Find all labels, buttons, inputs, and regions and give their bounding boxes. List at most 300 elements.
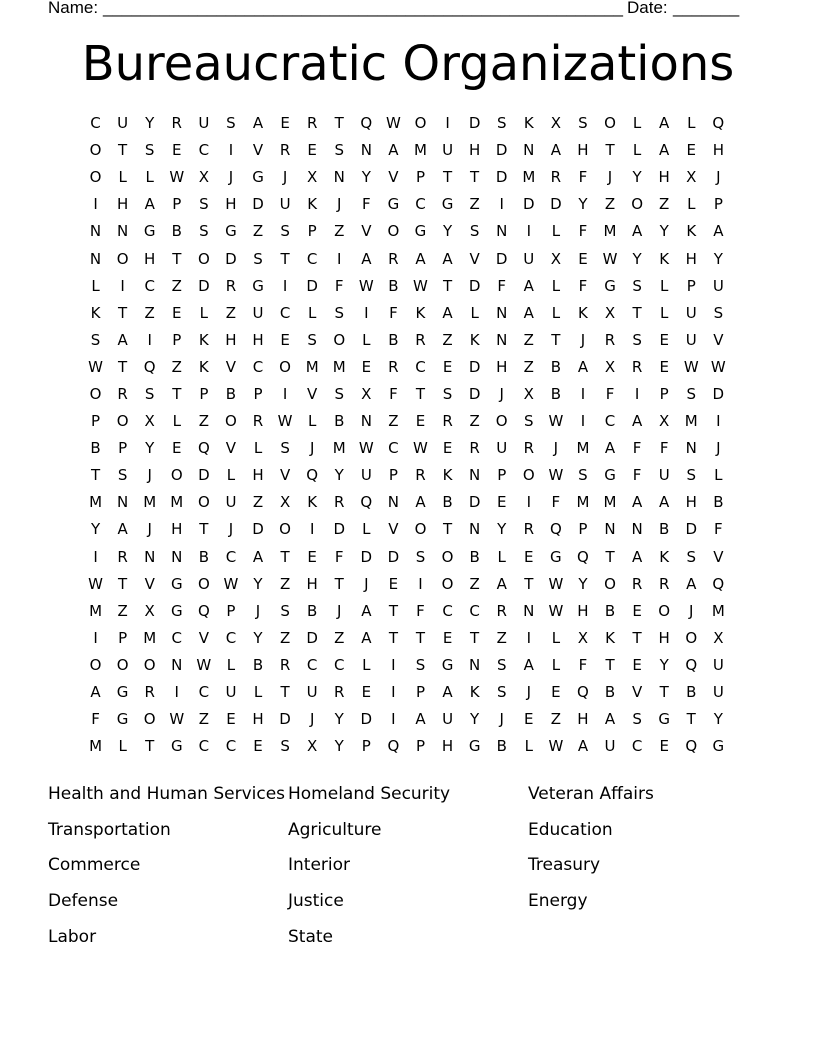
grid-letter: Z — [225, 303, 237, 322]
grid-letter: F — [334, 276, 344, 295]
grid-letter: L — [551, 628, 561, 647]
grid-letter: E — [659, 737, 669, 756]
grid-letter: U — [712, 655, 724, 674]
grid-letter: I — [174, 683, 179, 702]
grid-letter: L — [118, 737, 127, 756]
grid-letter: D — [306, 628, 318, 647]
grid-letter: S — [713, 303, 724, 322]
grid-letter: X — [659, 412, 670, 431]
grid-letter: A — [631, 412, 643, 431]
grid-letter: C — [334, 655, 345, 674]
grid-letter: L — [253, 683, 263, 702]
grid-letter: S — [469, 222, 480, 241]
grid-letter: J — [147, 520, 152, 539]
grid-letter: J — [337, 601, 342, 620]
grid-letter: K — [198, 330, 209, 349]
grid-letter: E — [524, 547, 534, 566]
grid-letter: Z — [279, 628, 291, 647]
grid-letter: S — [334, 303, 344, 322]
grid-letter: U — [360, 466, 372, 485]
grid-letter: B — [713, 493, 724, 512]
grid-letter: D — [468, 276, 481, 295]
grid-letter: N — [469, 466, 481, 485]
word-item: Justice — [288, 891, 344, 912]
grid-letter: F — [389, 384, 398, 403]
grid-letter: F — [632, 439, 642, 458]
grid-letter: I — [526, 628, 531, 647]
grid-letter: A — [577, 357, 589, 376]
grid-letter: V — [361, 222, 372, 241]
grid-letter: O — [116, 655, 129, 674]
grid-letter: W — [358, 439, 374, 458]
grid-letter: H — [496, 357, 508, 376]
grid-letter: K — [686, 222, 697, 241]
grid-letter: J — [580, 330, 586, 349]
grid-letter: Z — [496, 628, 507, 647]
grid-letter: S — [90, 330, 101, 349]
grid-letter: E — [361, 357, 372, 376]
grid-letter: P — [253, 384, 263, 403]
grid-letter: H — [116, 195, 129, 214]
grid-letter: W — [88, 574, 103, 593]
grid-letter: C — [306, 655, 318, 674]
grid-letter: D — [360, 547, 373, 566]
grid-letter: U — [442, 710, 454, 729]
grid-letter: U — [685, 330, 697, 349]
grid-letter: A — [604, 710, 616, 729]
grid-letter: E — [686, 141, 696, 160]
grid-letter: Y — [578, 195, 588, 214]
grid-letter: M — [89, 737, 103, 756]
grid-letter: D — [198, 466, 210, 485]
grid-letter: N — [604, 520, 616, 539]
grid-letter: G — [604, 276, 616, 295]
grid-letter: V — [225, 439, 237, 458]
word-row — [48, 812, 768, 848]
grid-letter: L — [226, 655, 236, 674]
grid-letter: Y — [90, 520, 101, 539]
grid-letter: D — [550, 195, 562, 214]
grid-letter: D — [495, 141, 508, 160]
grid-letter: G — [170, 737, 183, 756]
grid-letter: C — [631, 737, 643, 756]
grid-letter: S — [307, 330, 317, 349]
grid-letter: G — [116, 710, 129, 729]
grid-letter: P — [118, 628, 128, 647]
grid-letter: I — [580, 384, 586, 403]
grid-letter: O — [414, 114, 427, 133]
grid-letter: B — [604, 601, 616, 620]
word-item: Defense — [48, 891, 119, 912]
grid-letter: H — [658, 628, 670, 647]
grid-letter: F — [578, 276, 588, 295]
grid-letter: V — [307, 384, 318, 403]
grid-letter: B — [604, 683, 616, 702]
grid-letter: L — [362, 655, 371, 674]
grid-letter: U — [117, 114, 129, 133]
grid-letter: B — [388, 276, 399, 295]
grid-letter: G — [252, 168, 264, 187]
grid-letter: A — [361, 601, 372, 620]
grid-row — [82, 462, 732, 489]
grid-row — [82, 706, 732, 733]
grid-letter: P — [172, 195, 182, 214]
grid-letter: R — [415, 330, 426, 349]
grid-letter: T — [605, 655, 615, 674]
grid-letter: N — [89, 249, 102, 268]
grid-letter: R — [658, 574, 670, 593]
grid-letter: Y — [497, 520, 507, 539]
grid-letter: P — [415, 683, 425, 702]
grid-letter: C — [442, 601, 453, 620]
grid-letter: W — [548, 466, 564, 485]
grid-letter: H — [306, 574, 318, 593]
grid-letter: F — [416, 601, 425, 620]
grid-letter: G — [468, 737, 481, 756]
grid-letter: C — [469, 601, 480, 620]
grid-letter: Y — [253, 628, 263, 647]
grid-letter: O — [685, 628, 698, 647]
grid-letter: L — [551, 303, 561, 322]
grid-letter: T — [145, 737, 155, 756]
grid-letter: V — [252, 141, 264, 160]
grid-letter: J — [228, 168, 234, 187]
word-item: Agriculture — [288, 819, 382, 840]
grid-letter: M — [143, 493, 157, 512]
grid-letter: V — [469, 249, 480, 268]
grid-letter: D — [252, 195, 264, 214]
grid-letter: K — [659, 547, 670, 566]
grid-letter: R — [442, 412, 453, 431]
grid-letter: E — [280, 330, 290, 349]
grid-letter: Q — [577, 547, 589, 566]
grid-letter: J — [526, 683, 531, 702]
grid-letter: V — [198, 628, 209, 647]
grid-letter: R — [550, 168, 562, 187]
grid-letter: T — [388, 601, 398, 620]
grid-letter: K — [469, 330, 480, 349]
grid-letter: X — [144, 601, 155, 620]
grid-letter: C — [198, 141, 210, 160]
grid-letter: S — [199, 222, 209, 241]
grid-letter: N — [631, 520, 643, 539]
grid-letter: L — [497, 547, 506, 566]
grid-letter: F — [334, 547, 344, 566]
grid-letter: G — [712, 737, 725, 756]
grid-letter: Q — [143, 357, 156, 376]
grid-letter: C — [225, 547, 237, 566]
grid-letter: O — [495, 412, 508, 431]
grid-letter: O — [631, 195, 643, 214]
grid-letter: P — [659, 384, 669, 403]
grid-letter: O — [116, 249, 129, 268]
grid-letter: T — [118, 141, 128, 160]
name-field[interactable]: _______________________________________________________ — [103, 0, 624, 17]
grid-letter: Z — [469, 195, 480, 214]
grid-letter: I — [282, 276, 288, 295]
grid-letter: R — [279, 655, 291, 674]
grid-letter: W — [548, 737, 564, 756]
grid-letter: L — [172, 412, 181, 431]
grid-letter: M — [414, 141, 427, 160]
grid-letter: Y — [632, 168, 642, 187]
grid-letter: G — [604, 466, 616, 485]
grid-letter: O — [197, 574, 210, 593]
word-item: Veteran Affairs — [528, 783, 654, 804]
grid-letter: I — [391, 655, 396, 674]
grid-letter: O — [89, 168, 102, 187]
grid-letter: U — [685, 303, 697, 322]
grid-letter: D — [712, 384, 725, 403]
grid-letter: P — [415, 737, 425, 756]
grid-letter: V — [279, 466, 291, 485]
grid-letter: X — [550, 249, 561, 268]
grid-letter: U — [658, 466, 670, 485]
grid-letter: L — [660, 303, 669, 322]
grid-letter: Z — [523, 357, 534, 376]
grid-letter: I — [93, 195, 98, 214]
grid-letter: I — [147, 330, 152, 349]
grid-letter: S — [632, 276, 642, 295]
grid-letter: S — [496, 114, 507, 133]
grid-letter: Q — [712, 114, 725, 133]
grid-row — [82, 218, 732, 245]
grid-row — [82, 598, 732, 625]
grid-letter: N — [144, 547, 156, 566]
grid-letter: F — [714, 520, 723, 539]
grid-row — [82, 300, 732, 327]
grid-letter: G — [143, 222, 156, 241]
grid-letter: T — [280, 547, 290, 566]
grid-letter: I — [228, 141, 234, 160]
grid-letter: E — [307, 547, 317, 566]
grid-letter: T — [442, 168, 453, 187]
grid-letter: A — [415, 493, 426, 512]
grid-letter: U — [712, 276, 724, 295]
word-item: Transportation — [48, 819, 171, 840]
grid-letter: I — [526, 222, 531, 241]
grid-letter: R — [415, 466, 426, 485]
grid-letter: K — [442, 466, 453, 485]
grid-letter: H — [712, 141, 724, 160]
grid-letter: F — [362, 195, 371, 214]
grid-letter: T — [199, 520, 209, 539]
grid-row — [82, 191, 732, 218]
grid-letter: R — [631, 574, 643, 593]
grid-letter: S — [496, 655, 507, 674]
grid-letter: N — [496, 330, 508, 349]
grid-letter: L — [145, 168, 154, 187]
grid-letter: V — [388, 520, 399, 539]
grid-row — [82, 137, 732, 164]
grid-letter: N — [117, 222, 129, 241]
grid-letter: F — [389, 303, 398, 322]
grid-letter: B — [171, 222, 182, 241]
word-item: Health and Human Services — [48, 783, 286, 804]
grid-letter: N — [117, 493, 129, 512]
grid-letter: F — [659, 439, 669, 458]
grid-letter: M — [89, 601, 103, 620]
grid-letter: C — [225, 737, 237, 756]
grid-letter: N — [469, 655, 481, 674]
grid-letter: J — [255, 601, 261, 620]
grid-letter: T — [388, 628, 398, 647]
grid-letter: T — [118, 574, 128, 593]
grid-letter: N — [171, 547, 183, 566]
grid-letter: M — [576, 439, 590, 458]
grid-letter: F — [497, 276, 507, 295]
grid-letter: J — [607, 168, 613, 187]
grid-letter: Z — [252, 493, 264, 512]
grid-letter: C — [279, 303, 291, 322]
grid-letter: T — [686, 710, 696, 729]
grid-letter: Y — [442, 222, 453, 241]
grid-letter: E — [226, 710, 236, 729]
grid-letter: B — [388, 330, 399, 349]
grid-letter: S — [117, 466, 128, 485]
grid-letter: T — [118, 303, 128, 322]
grid-letter: G — [116, 683, 129, 702]
grid-row — [82, 544, 732, 571]
grid-letter: F — [91, 710, 100, 729]
grid-letter: M — [89, 493, 103, 512]
grid-letter: A — [577, 737, 589, 756]
grid-letter: I — [309, 520, 315, 539]
word-item: State — [288, 927, 333, 948]
grid-letter: C — [252, 357, 264, 376]
grid-letter: A — [686, 574, 697, 593]
grid-letter: W — [169, 168, 185, 187]
grid-letter: Y — [253, 574, 263, 593]
grid-letter: Q — [360, 114, 373, 133]
grid-letter: H — [577, 710, 589, 729]
grid-letter: U — [442, 141, 454, 160]
grid-letter: H — [685, 249, 697, 268]
grid-letter: Q — [197, 601, 210, 620]
grid-letter: W — [277, 412, 293, 431]
grid-letter: X — [144, 412, 155, 431]
grid-letter: G — [414, 222, 427, 241]
grid-letter: V — [713, 330, 724, 349]
grid-letter: Y — [334, 737, 344, 756]
grid-letter: R — [496, 601, 507, 620]
grid-letter: L — [551, 655, 561, 674]
grid-letter: O — [197, 493, 210, 512]
grid-letter: A — [523, 303, 534, 322]
grid-letter: U — [306, 683, 318, 702]
grid-letter: B — [659, 520, 670, 539]
grid-letter: J — [499, 710, 504, 729]
grid-row — [82, 679, 732, 706]
grid-letter: O — [441, 547, 454, 566]
grid-letter: S — [578, 114, 588, 133]
grid-letter: V — [713, 547, 724, 566]
grid-letter: E — [632, 601, 642, 620]
grid-letter: O — [89, 141, 102, 160]
grid-letter: E — [524, 710, 534, 729]
grid-letter: Z — [469, 412, 480, 431]
grid-letter: W — [413, 439, 428, 458]
grid-letter: L — [118, 168, 127, 187]
grid-letter: O — [89, 655, 102, 674]
grid-letter: D — [333, 520, 346, 539]
grid-letter: J — [716, 168, 721, 187]
grid-letter: Z — [523, 330, 534, 349]
grid-letter: P — [118, 439, 128, 458]
grid-letter: I — [634, 384, 640, 403]
grid-letter: Y — [713, 249, 723, 268]
grid-letter: O — [414, 520, 427, 539]
grid-letter: S — [415, 655, 426, 674]
grid-letter: L — [632, 114, 642, 133]
grid-letter: Q — [197, 439, 210, 458]
grid-letter: O — [387, 222, 400, 241]
grid-letter: X — [279, 493, 291, 512]
grid-letter: L — [551, 222, 561, 241]
grid-letter: S — [144, 384, 155, 403]
grid-letter: C — [198, 683, 210, 702]
grid-letter: P — [713, 195, 723, 214]
grid-letter: H — [468, 141, 481, 160]
word-item: Interior — [288, 855, 351, 876]
grid-letter: N — [360, 412, 372, 431]
grid-letter: K — [307, 493, 318, 512]
grid-letter: B — [225, 384, 237, 403]
grid-letter: M — [170, 493, 184, 512]
grid-letter: O — [170, 466, 183, 485]
grid-letter: W — [88, 357, 103, 376]
grid-letter: T — [551, 330, 561, 349]
grid-letter: P — [361, 737, 371, 756]
grid-letter: J — [228, 520, 234, 539]
word-item: Labor — [48, 927, 97, 948]
grid-letter: L — [551, 276, 561, 295]
grid-letter: I — [580, 412, 586, 431]
grid-letter: Q — [387, 737, 400, 756]
grid-letter: B — [469, 547, 480, 566]
grid-letter: Y — [632, 249, 642, 268]
grid-letter: E — [253, 737, 263, 756]
grid-letter: Z — [388, 412, 399, 431]
grid-letter: S — [253, 249, 263, 268]
grid-letter: T — [442, 276, 453, 295]
letter-grid — [82, 110, 732, 760]
grid-letter: B — [686, 683, 697, 702]
grid-letter: O — [333, 330, 346, 349]
grid-letter: I — [445, 114, 450, 133]
grid-letter: Y — [334, 466, 344, 485]
grid-letter: E — [632, 655, 642, 674]
grid-letter: O — [604, 574, 616, 593]
grid-letter: S — [415, 547, 426, 566]
grid-letter: P — [91, 412, 101, 431]
grid-letter: K — [307, 195, 318, 214]
grid-letter: A — [117, 330, 128, 349]
date-field[interactable]: _______ — [673, 0, 740, 17]
grid-letter: U — [225, 493, 237, 512]
grid-letter: R — [306, 114, 318, 133]
grid-letter: T — [118, 357, 128, 376]
grid-letter: V — [225, 357, 237, 376]
grid-letter: H — [252, 466, 264, 485]
grid-letter: W — [710, 357, 726, 376]
grid-letter: H — [577, 141, 589, 160]
grid-letter: I — [337, 249, 342, 268]
grid-letter: Z — [117, 601, 128, 620]
grid-letter: A — [90, 683, 101, 702]
grid-letter: J — [309, 439, 315, 458]
grid-letter: N — [523, 141, 535, 160]
